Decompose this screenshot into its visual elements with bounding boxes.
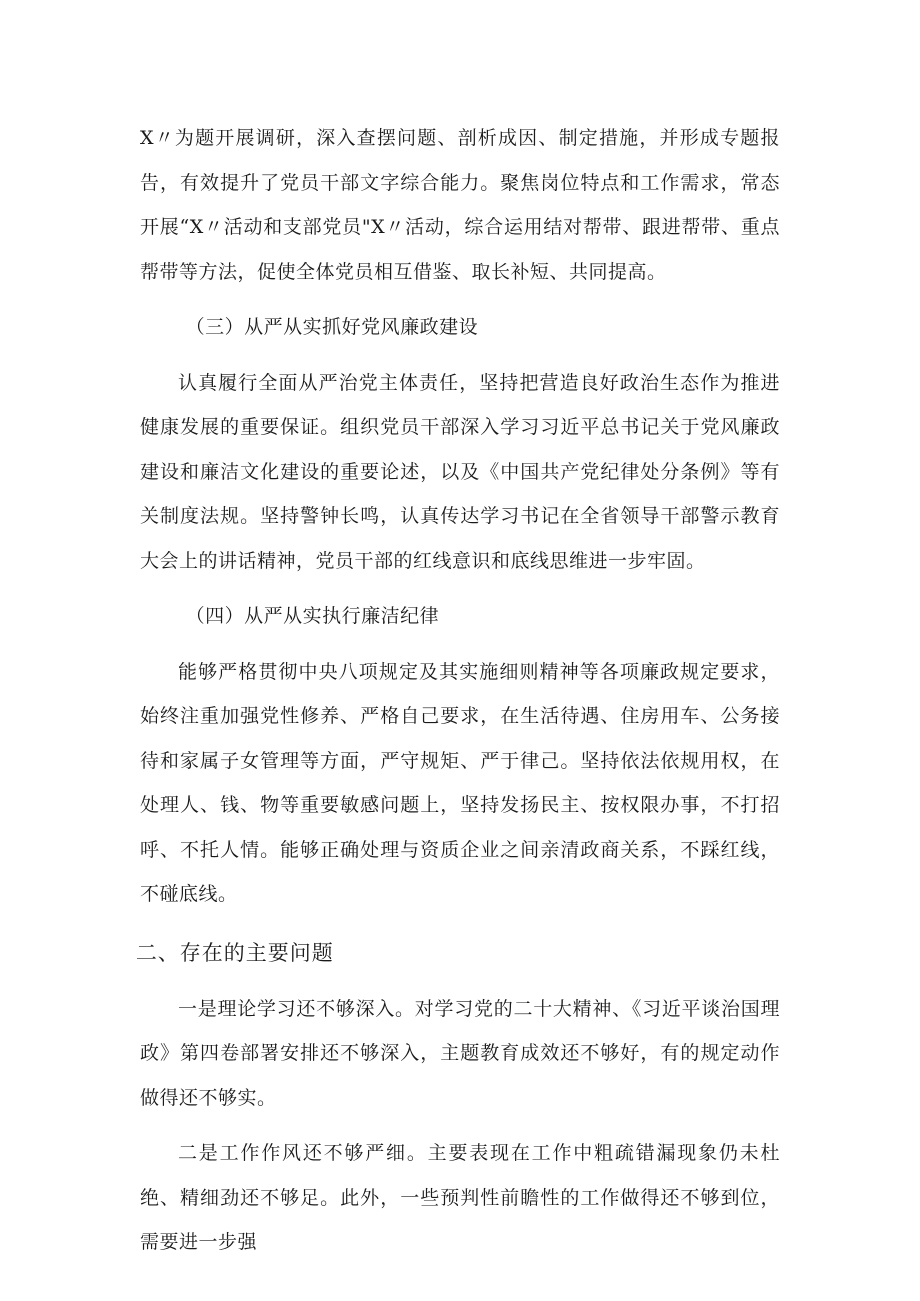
paragraph-problem-work-style: 二是工作作风还不够严细。主要表现在工作中粗疏错漏现象仍未杜绝、精细劲还不够足。此外，一些预判性前瞻性的工作做得还不够到位，需要进一步强 (140, 1142, 780, 1253)
spacer (140, 1120, 780, 1131)
paragraph-problem-theory-study: 一是理论学习还不够深入。对学习党的二十大精神、《习近平谈治国理政》第四卷部署安排还不够深入，主题教育成效还不够好，有的规定动作做得还不够实。 (140, 997, 780, 1109)
paragraph-integrity-discipline: 能够严格贯彻中央八项规定及其实施细则精神等各项廉政规定要求，始终注重加强党性修养、严格自己要求，在生活待遇、住房用车、公务接待和家属子女管理等方面，严守规矩、严于律己。坚持依法依规用权，在处理人、钱、物等重要敏感问题上，坚持发扬民主、按权限办事，不打招呼、不托人情。能够正确处理与资质企业之间亲清政商关系，不踩红线，不碰底线。 (140, 660, 780, 905)
spacer (140, 294, 780, 305)
subheading-integrity-discipline: （四）从严从实执行廉洁纪律 (185, 605, 440, 627)
section-heading-text: 二、存在的主要问题 (135, 940, 334, 965)
document-body (135, 116, 780, 1265)
spacer (140, 917, 780, 930)
subheading-party-conduct: （三）从严从实抓好党风廉政建设 (185, 316, 479, 338)
spacer (140, 976, 780, 987)
section-heading-main-problems (135, 930, 780, 976)
spacer (140, 350, 780, 361)
paragraph-research-continued: X〃为题开展调研，深入查摆问题、剖析成因、制定措施，并形成专题报告，有效提升了党员干部文字综合能力。聚焦岗位特点和工作需求，常态开展“X〃活动和支部党员"X〃活动，综合运用结对帮带、跟进帮带、重点帮带等方法，促使全体党员相互借鉴、取长补短、共同提高。 (140, 127, 780, 283)
spacer (140, 583, 780, 594)
paragraph-party-conduct: 认真履行全面从严治党主体责任，坚持把营造良好政治生态作为推进健康发展的重要保证。组织党员干部深入学习习近平总书记关于党风廉政建设和廉洁文化建设的重要论述，以及《中国共产党纪律处分条例》等有关制度法规。坚持警钟长鸣，认真传达学习书记在全省领导干部警示教育大会上的讲话精神，党员干部的红线意识和底线思维进一步牢固。 (140, 371, 780, 572)
spacer (140, 639, 780, 650)
